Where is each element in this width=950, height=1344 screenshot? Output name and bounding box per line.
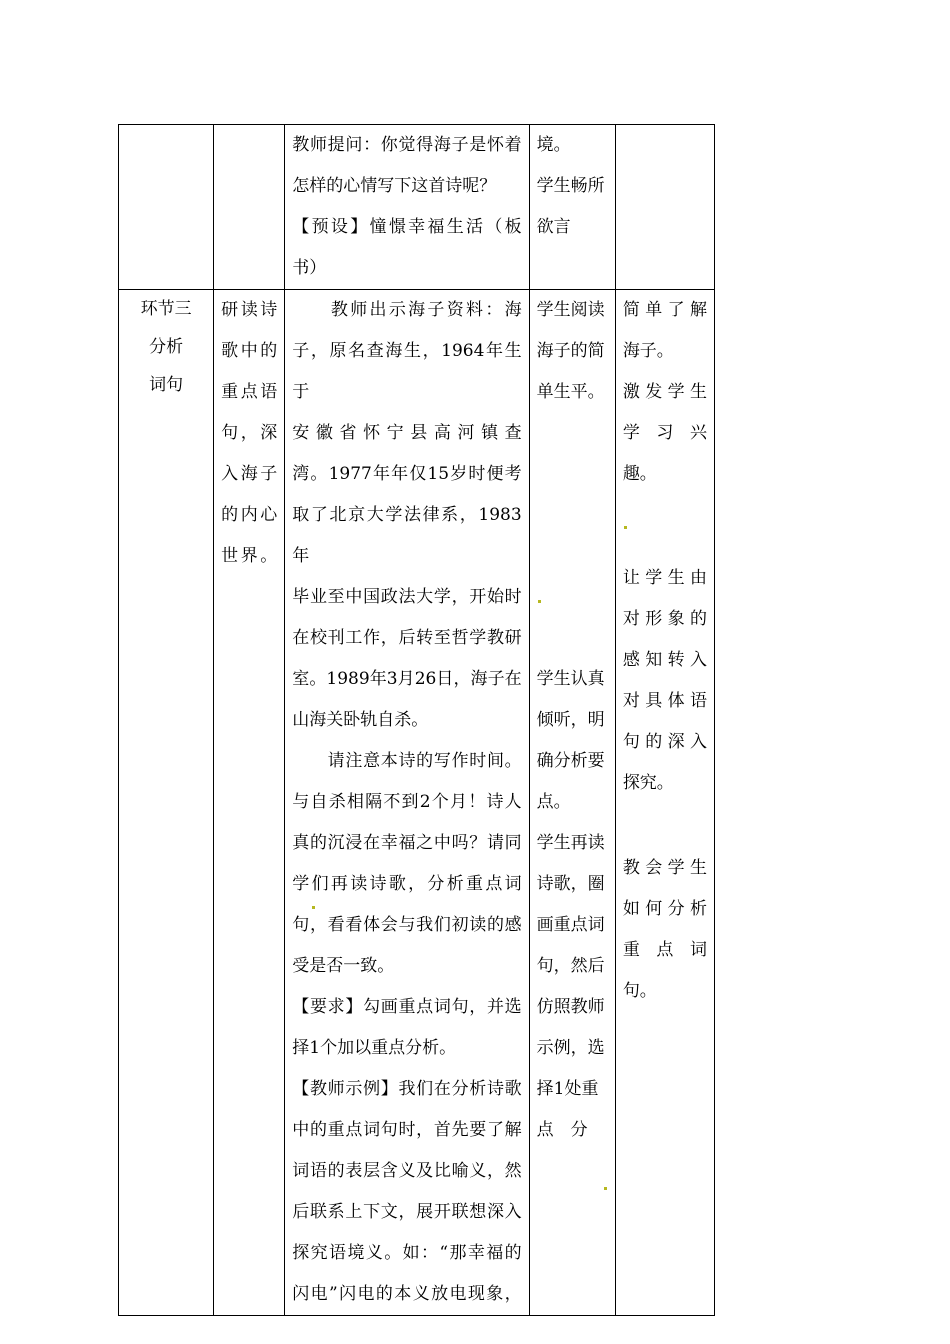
intent-line: 如何分析 <box>622 899 707 919</box>
teacher-line: 后联系上下文，展开联想深入 <box>292 1202 522 1222</box>
stage-line: 环节三 <box>140 299 192 319</box>
intent-line: 简单了解 <box>622 300 707 320</box>
goal-cell <box>214 290 285 1316</box>
student-line: 点 分 <box>536 1120 588 1140</box>
goal-line: 歌中的 <box>221 341 278 361</box>
teacher-activity-cell <box>285 290 529 1316</box>
edit-mark <box>624 526 627 529</box>
student-line: 欲言 <box>536 217 571 237</box>
stage-cell <box>119 290 214 1316</box>
teacher-line: 句，看看体会与我们初读的感 <box>292 915 522 935</box>
teacher-line: 【教师示例】我们在分析诗歌 <box>292 1079 522 1099</box>
student-line: 确分析要 <box>536 751 605 771</box>
teacher-line: 教师出示海子资料：海 <box>292 300 522 320</box>
student-line: 海子的简 <box>536 341 605 361</box>
teacher-line: 学们再读诗歌，分析重点词 <box>292 874 522 894</box>
teacher-line: 中的重点词句时，首先要了解 <box>292 1120 522 1140</box>
table-row <box>119 290 715 1316</box>
teacher-line: 湾。1977年年仅15岁时便考 <box>292 464 522 484</box>
intent-line: 探究。 <box>622 773 674 793</box>
stage-cell <box>119 125 214 290</box>
student-line: 学生认真 <box>536 669 605 689</box>
lesson-plan-table <box>118 124 715 1316</box>
teacher-line: 与自杀相隔不到2个月！诗人 <box>292 792 522 812</box>
edit-mark <box>312 906 315 909</box>
student-activity-cell <box>529 125 615 290</box>
teacher-line: 安徽省怀宁县高河镇查 <box>292 423 522 443</box>
intent-line: 海子。 <box>622 341 674 361</box>
teacher-line: 书） <box>292 258 327 278</box>
student-line: 学生再读 <box>536 833 605 853</box>
teacher-line: 请注意本诗的写作时间。 <box>292 751 522 771</box>
edit-mark <box>538 600 541 603</box>
intent-line: 教会学生 <box>622 858 707 878</box>
goal-line: 句，深 <box>221 423 278 443</box>
intent-line: 学习兴 <box>622 423 707 443</box>
intent-line: 对形象的 <box>622 609 707 629</box>
stage-line: 词句 <box>149 375 184 395</box>
teacher-line: 室。1989年3月26日，海子在 <box>292 669 522 689</box>
teacher-line: 教师提问：你觉得海子是怀着 <box>292 135 522 155</box>
intent-line: 重点词 <box>622 940 707 960</box>
student-line: 单生平。 <box>536 382 605 402</box>
teacher-line: 子，原名查海生，1964年生于 <box>292 341 522 402</box>
teacher-line: 毕业至中国政法大学，开始时 <box>292 587 522 607</box>
student-line: 学生阅读 <box>536 300 605 320</box>
intent-line: 句的深入 <box>622 732 707 752</box>
intent-line: 句。 <box>622 981 657 1001</box>
teacher-line: 怎样的心情写下这首诗呢？ <box>292 176 497 196</box>
student-line: 句，然后 <box>536 956 605 976</box>
student-line: 倾听，明 <box>536 710 605 730</box>
teacher-line: 取了北京大学法律系，1983年 <box>292 505 522 566</box>
stage-line: 分析 <box>149 337 184 357</box>
goal-line: 入海子 <box>221 464 278 484</box>
teacher-line: 词语的表层含义及比喻义，然 <box>292 1161 522 1181</box>
intent-line: 让学生由 <box>622 568 707 588</box>
student-activity-cell <box>529 290 615 1316</box>
teacher-activity-cell <box>285 125 529 290</box>
student-line: 仿照教师 <box>536 997 605 1017</box>
edit-mark <box>604 1187 607 1190</box>
goal-line: 世界。 <box>221 546 278 566</box>
student-line: 境。 <box>536 135 571 155</box>
student-line: 学生畅所 <box>536 176 605 196</box>
teacher-line: 闪电”闪电的本义放电现象， <box>292 1284 522 1304</box>
teacher-line: 探究语境义。如：“那幸福的 <box>292 1243 522 1263</box>
goal-cell <box>214 125 285 290</box>
teacher-line: 【预设】憧憬幸福生活（板 <box>292 217 522 237</box>
student-line: 择1处重 <box>536 1079 599 1099</box>
goal-line: 的内心 <box>221 505 278 525</box>
teacher-line: 在校刊工作，后转至哲学教研 <box>292 628 522 648</box>
goal-line: 重点语 <box>221 382 278 402</box>
intent-line: 对具体语 <box>622 691 707 711</box>
design-intent-cell <box>615 290 714 1316</box>
teacher-line: 山海关卧轨自杀。 <box>292 710 429 730</box>
intent-line: 趣。 <box>622 464 657 484</box>
student-line: 画重点词 <box>536 915 605 935</box>
student-line: 诗歌，圈 <box>536 874 605 894</box>
design-intent-cell <box>615 125 714 290</box>
teacher-line: 受是否一致。 <box>292 956 395 976</box>
intent-line: 激发学生 <box>622 382 707 402</box>
student-line: 示例，选 <box>536 1038 605 1058</box>
table-row <box>119 125 715 290</box>
goal-line: 研读诗 <box>221 300 278 320</box>
intent-line: 感知转入 <box>622 650 707 670</box>
student-line: 点。 <box>536 792 571 812</box>
teacher-line: 择1个加以重点分析。 <box>292 1038 457 1058</box>
teacher-line: 真的沉浸在幸福之中吗？请同 <box>292 833 522 853</box>
teacher-line: 【要求】勾画重点词句，并选 <box>292 997 522 1017</box>
